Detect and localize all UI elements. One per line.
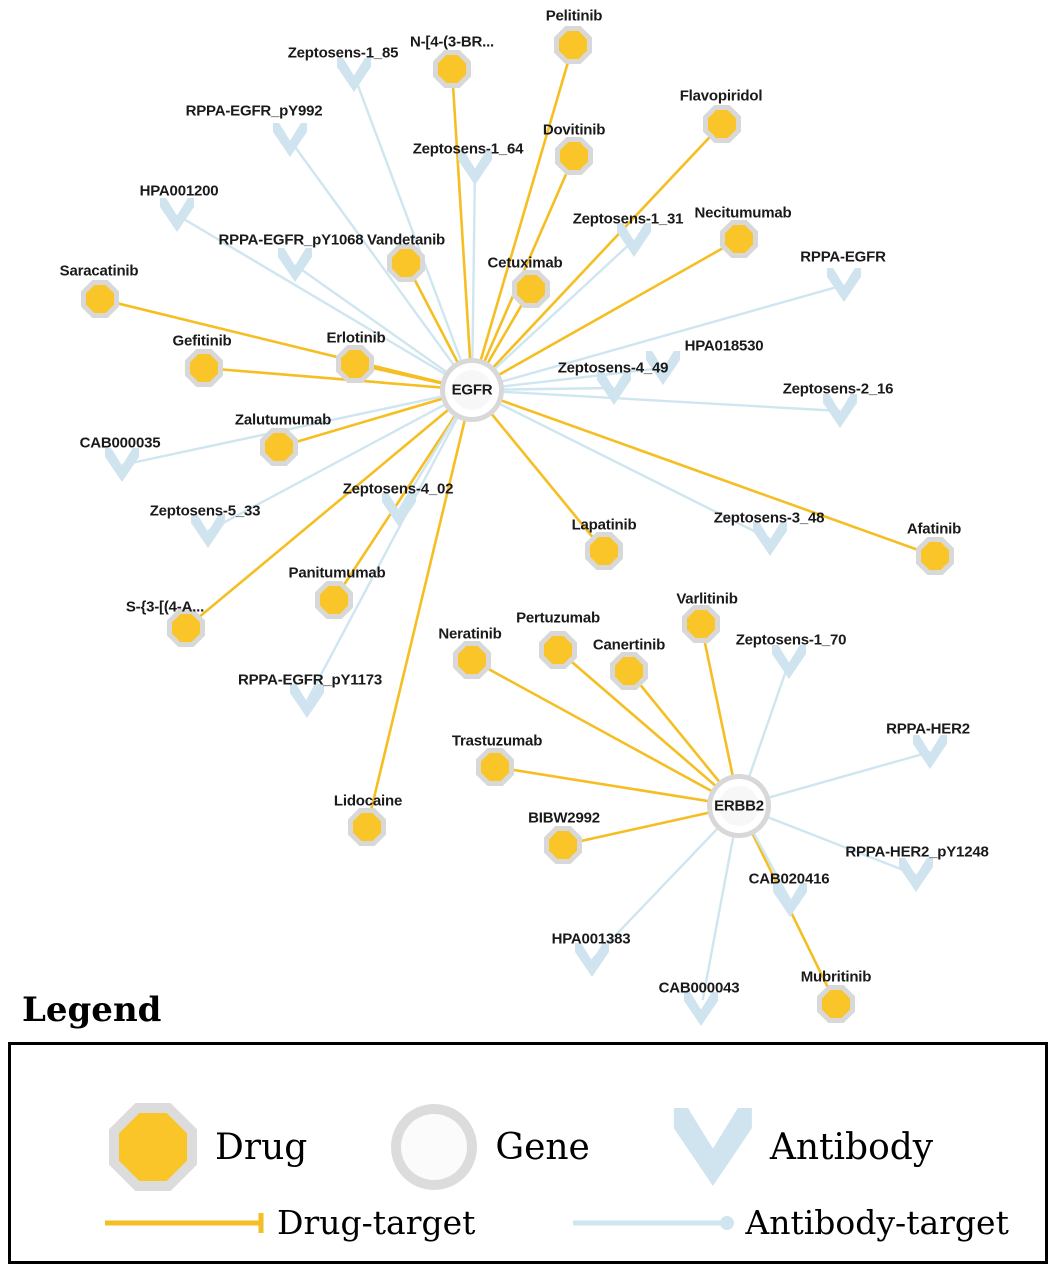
drug-node-label: Trastuzumab [451,732,543,750]
antibody-target-edge [472,168,475,390]
legend-drug-target-label: Drug-target [277,1203,476,1242]
antibody-node-label: Zeptosens-4_49 [557,359,669,377]
antibody-icon [684,992,718,1026]
drug-node[interactable] [916,537,954,575]
drug-node-label: Saracatinib [59,262,139,280]
drug-node[interactable] [544,826,582,864]
drug-node-label: Panitumumab [288,564,386,582]
drug-node[interactable] [555,137,593,175]
legend-antibody-target-label: Antibody-target [745,1203,1009,1242]
antibody-icon [913,735,947,769]
antibody-icon [160,198,194,232]
antibody-node[interactable] [684,992,718,1026]
drug-node-label: Erlotinib [326,329,386,347]
antibody-node[interactable] [913,735,947,769]
drug-icon [348,808,386,846]
antibody-node-label: HPA001200 [139,182,219,200]
gene-node-label: EGFR [451,381,493,399]
drug-node-label: Lapatinib [571,516,637,534]
legend-gene [391,1104,590,1190]
drug-node-label: Canertinib [592,636,666,654]
drug-node[interactable] [336,345,374,383]
drug-node[interactable] [348,808,386,846]
drug-icon [387,244,425,282]
drug-node-label: Lidocaine [333,792,403,810]
drug-node[interactable] [387,244,425,282]
drug-node[interactable] [539,631,577,669]
drug-node-label: Zalutumumab [234,411,332,429]
antibody-node[interactable] [773,883,807,917]
drug-node[interactable] [554,26,592,64]
drug-node-label: BIBW2992 [528,809,600,827]
legend-gene-label: Gene [495,1126,590,1168]
drug-node-label: Cetuximab [487,254,563,272]
drug-icon [585,532,623,570]
antibody-icon [772,645,806,679]
drug-icon [555,137,593,175]
antibody-icon [105,448,139,482]
antibody-node-label: RPPA-HER2_pY1248 [845,843,989,861]
legend-drug-label: Drug [215,1126,308,1168]
drug-node-label: N-[4-(3-BR... [409,33,495,51]
antibody-icon [827,268,861,302]
drug-node-label: S-{3-[(4-A... [125,598,205,616]
drug-icon [720,220,758,258]
drug-icon [916,537,954,575]
antibody-node[interactable] [290,684,324,718]
drug-node-label: Afatinib [906,520,962,538]
drug-icon [336,345,374,383]
antibody-node[interactable] [278,248,312,282]
drug-target-edge [472,45,573,390]
antibody-node[interactable] [382,493,416,527]
antibody-node-label: Zeptosens-5_33 [149,502,261,520]
antibody-node-label: RPPA-EGFR_pY1068 [218,231,364,249]
antibody-node-label: CAB000035 [79,434,161,452]
antibody-node-label: Zeptosens-1_85 [287,44,399,62]
drug-icon [185,349,223,387]
antibody-icon [278,248,312,282]
drug-icon [81,280,119,318]
antibody-node-label: CAB000043 [658,979,740,997]
antibody-node[interactable] [273,123,307,157]
drug-node[interactable] [720,220,758,258]
legend-title: Legend [22,990,162,1030]
antibody-icon [899,858,933,892]
antibody-node-label: Zeptosens-1_70 [735,631,847,649]
drug-node-label: Gefitinib [172,332,232,350]
legend-antibody-label: Antibody [769,1126,934,1168]
drug-node-label: Pelitinib [545,7,603,25]
drug-node-label: Varlitinib [676,590,738,608]
drug-node[interactable] [433,50,471,88]
antibody-icon [753,522,787,556]
drug-node[interactable] [260,428,298,466]
antibody-node-label: Zeptosens-2_16 [782,380,894,398]
antibody-node-label: RPPA-EGFR_pY1173 [237,671,383,689]
drug-node-label: Vandetanib [366,231,446,249]
drug-icon [817,985,855,1023]
drug-icon [109,1103,197,1191]
drug-node-label: Dovitinib [542,121,606,139]
drug-icon [554,26,592,64]
antibody-icon [337,58,371,92]
drug-icon [315,581,353,619]
legend-drug [109,1103,307,1191]
drug-node[interactable] [185,349,223,387]
antibody-node[interactable] [827,268,861,302]
drug-icon [544,826,582,864]
drug-node-label: Necitumumab [694,204,792,222]
antibody-node-label: HPA001383 [551,930,631,948]
drug-icon [260,428,298,466]
drug-icon [610,652,648,690]
antibody-icon [290,684,324,718]
antibody-node-label: RPPA-HER2 [886,720,970,738]
drug-icon [512,270,550,308]
drug-node-label: Pertuzumab [516,609,600,627]
drug-icon [703,105,741,143]
antibody-node-label: RPPA-EGFR_pY992 [185,102,323,120]
drug-node[interactable] [682,605,720,643]
antibody-node[interactable] [617,223,651,257]
legend-drug-target-edge [103,1203,475,1242]
drug-node[interactable] [81,280,119,318]
antibody-icon [273,123,307,157]
legend-antibody [674,1108,933,1186]
antibody-node-label: CAB020416 [748,870,830,888]
antibody-node-label: Zeptosens-4_02 [342,480,454,498]
drug-icon [433,50,471,88]
drug-node-label: Flavopiridol [679,87,763,105]
drug-target-line-icon [103,1210,271,1236]
antibody-icon [773,883,807,917]
antibody-node[interactable] [899,858,933,892]
antibody-target-line-icon [571,1210,739,1236]
antibody-node[interactable] [337,58,371,92]
antibody-node[interactable] [753,522,787,556]
drug-node-label: Neratinib [438,625,502,643]
antibody-icon [823,394,857,428]
antibody-icon [617,223,651,257]
antibody-target-edge [307,390,472,701]
drug-node[interactable] [512,270,550,308]
antibody-node-label: HPA018530 [684,337,764,355]
gene-node-label: ERBB2 [714,797,764,815]
antibody-node-label: Zeptosens-1_64 [412,140,524,158]
drug-node[interactable] [453,641,491,679]
legend-antibody-target-edge [571,1203,1008,1242]
antibody-icon [674,1108,752,1186]
drug-target-edge [367,390,472,827]
drug-node[interactable] [315,581,353,619]
antibody-node[interactable] [575,943,609,977]
antibody-node[interactable] [823,394,857,428]
drug-icon [453,641,491,679]
drug-icon [682,605,720,643]
drug-node[interactable] [817,985,855,1023]
drug-node-label: Mubritinib [800,968,872,986]
drug-icon [539,631,577,669]
legend-box [8,1042,1048,1264]
antibody-icon [575,943,609,977]
antibody-node[interactable] [160,198,194,232]
antibody-node-label: Zeptosens-3_48 [713,509,825,527]
drug-icon [476,748,514,786]
antibody-node[interactable] [772,645,806,679]
antibody-node-label: Zeptosens-1_31 [572,210,684,228]
drug-node[interactable] [610,652,648,690]
antibody-node-label: RPPA-EGFR [800,248,886,266]
drug-node[interactable] [703,105,741,143]
antibody-node[interactable] [105,448,139,482]
drug-node[interactable] [476,748,514,786]
gene-icon [391,1104,477,1190]
antibody-icon [382,493,416,527]
drug-node[interactable] [585,532,623,570]
